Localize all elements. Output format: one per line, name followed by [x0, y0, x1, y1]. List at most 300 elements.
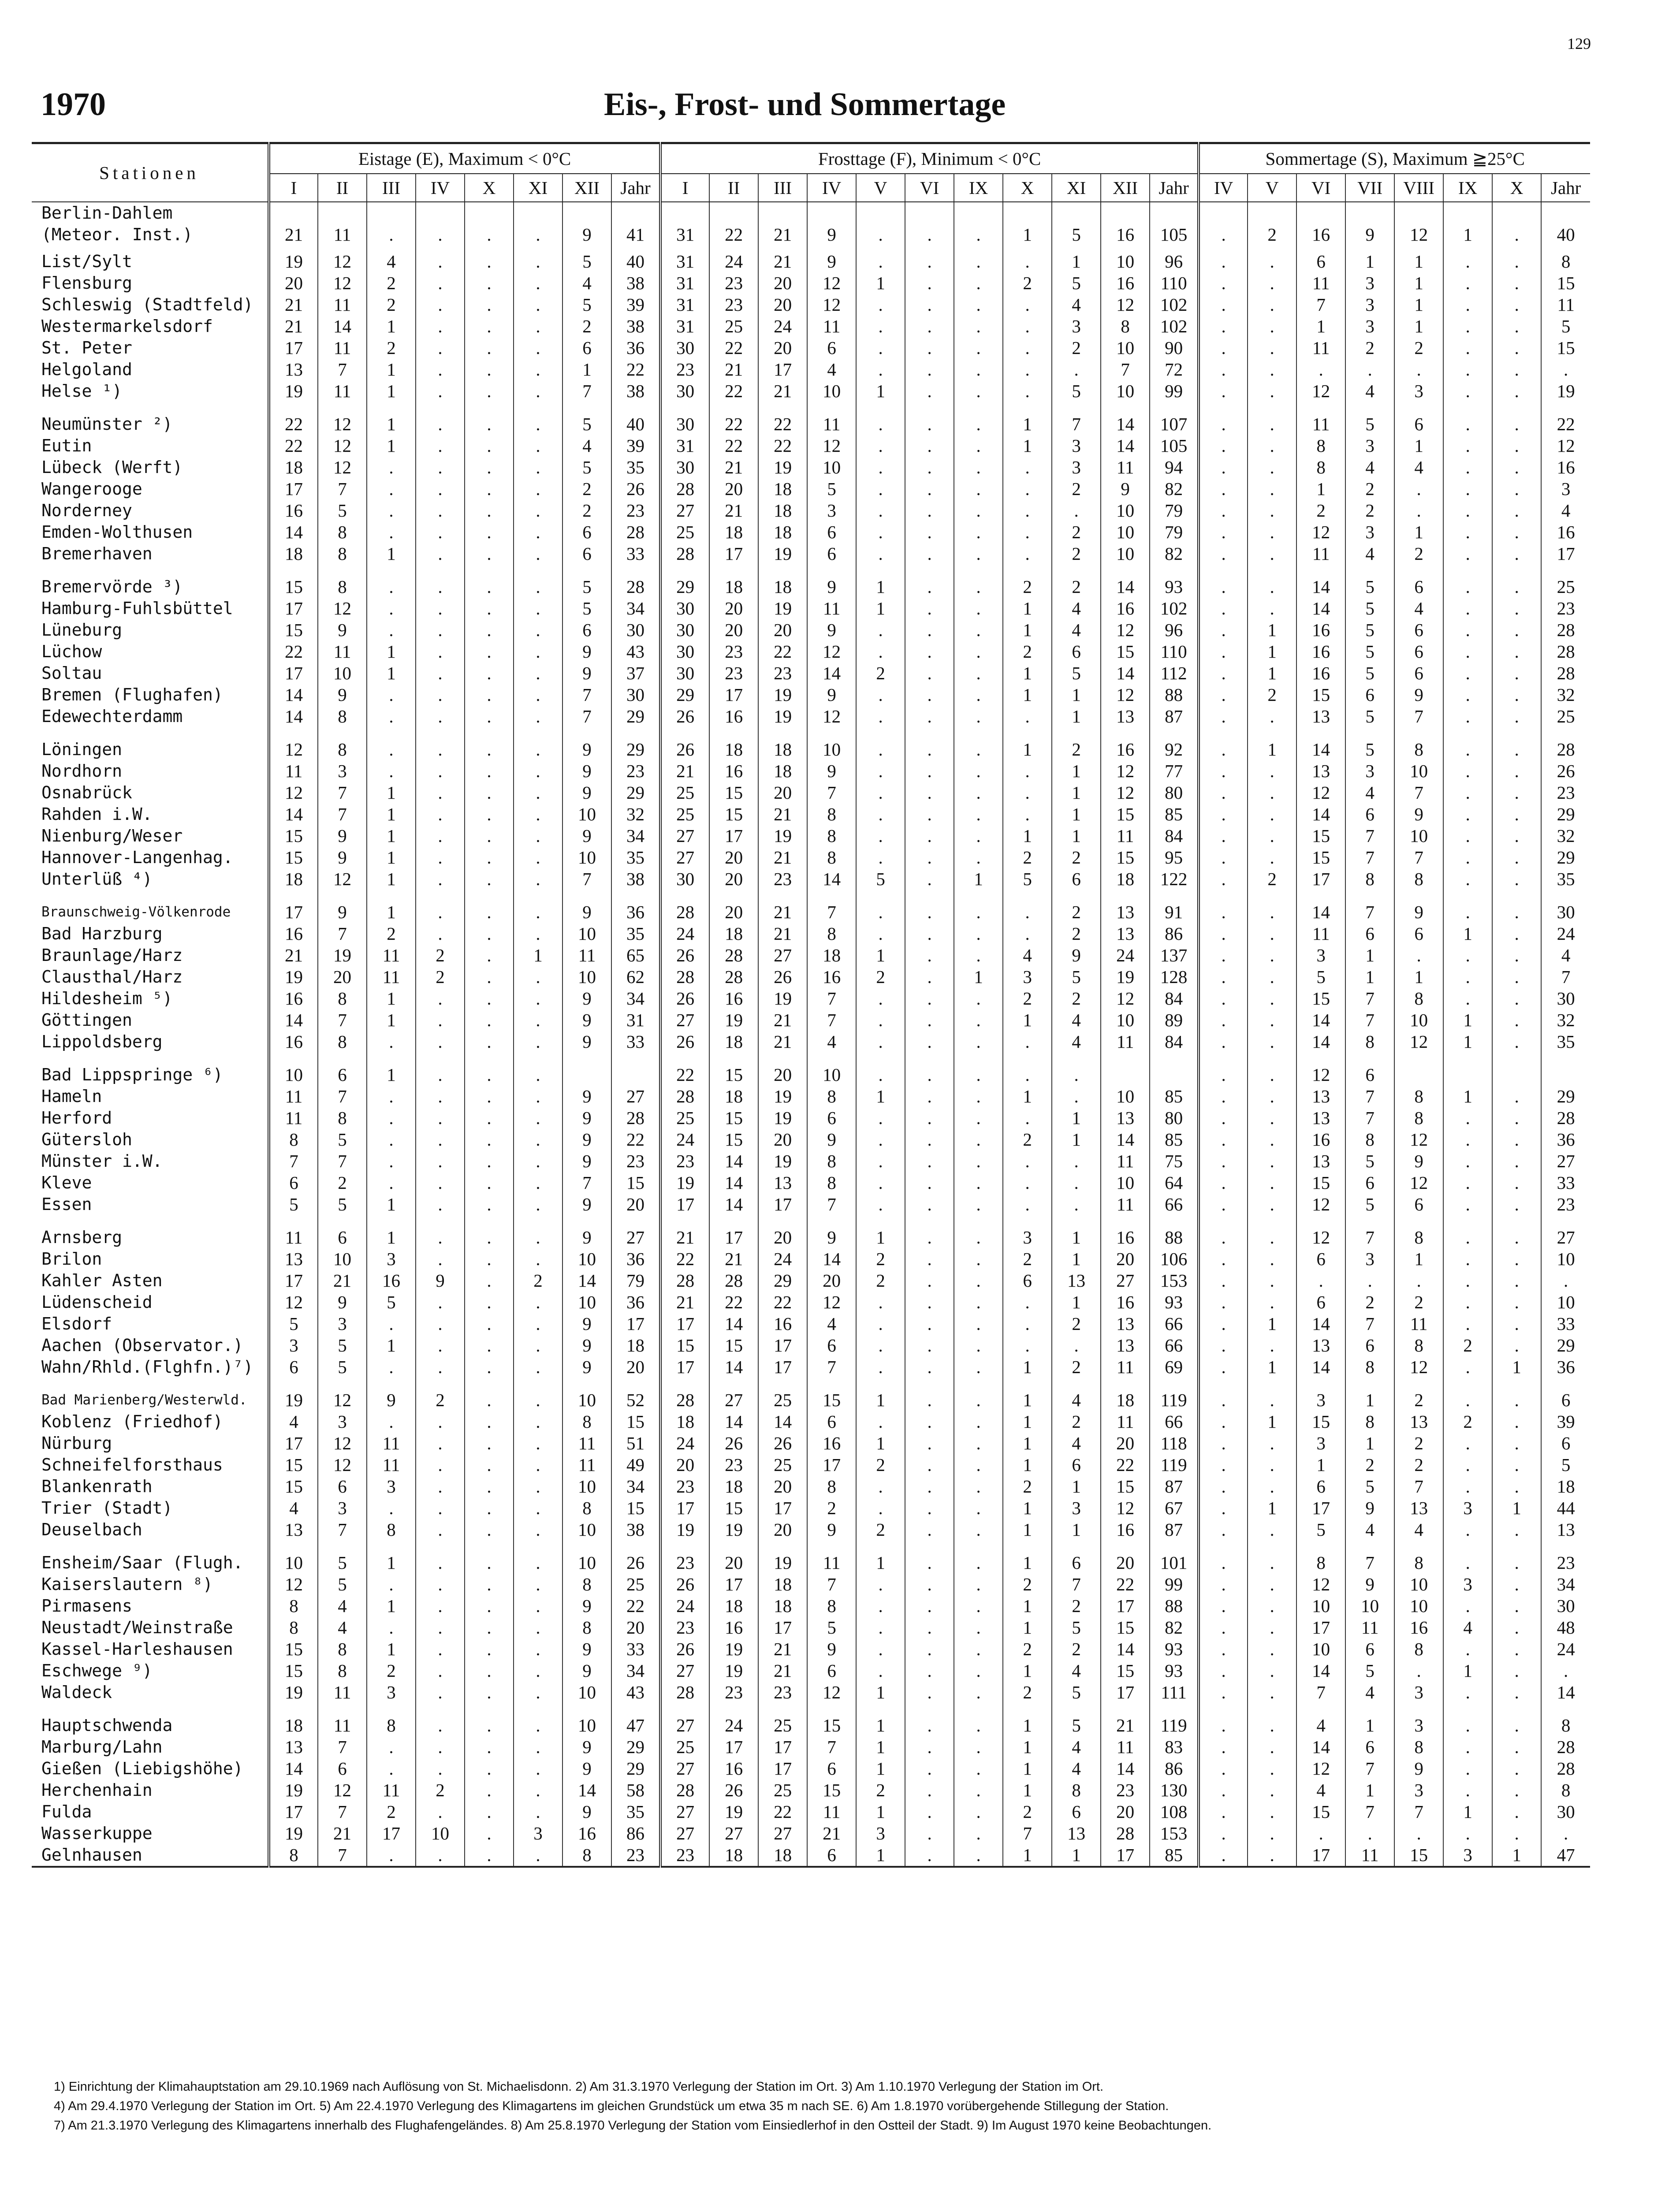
- value-cell: .: [514, 641, 562, 663]
- spacer-cell: [709, 890, 758, 901]
- value-cell: 3: [1345, 1248, 1394, 1270]
- value-cell: 7: [1394, 1476, 1443, 1497]
- value-cell: 7: [807, 1356, 856, 1378]
- value-cell: 15: [269, 825, 318, 847]
- value-cell: .: [367, 1497, 416, 1519]
- spacer-cell: [465, 1053, 514, 1064]
- value-cell: .: [367, 478, 416, 500]
- value-cell: .: [514, 825, 562, 847]
- value-cell: 39: [1541, 1411, 1590, 1433]
- spacer-cell: [1443, 890, 1492, 901]
- value-cell: .: [856, 739, 905, 760]
- value-cell: 1: [514, 945, 562, 966]
- value-cell: .: [1492, 760, 1541, 782]
- value-cell: 4: [1052, 619, 1101, 641]
- value-cell: .: [905, 825, 954, 847]
- value-cell: .: [1199, 1454, 1248, 1476]
- value-cell: .: [905, 435, 954, 457]
- value-cell: 8: [1394, 868, 1443, 890]
- spacer-cell: [1248, 1541, 1296, 1552]
- spacer-cell: [1003, 1053, 1052, 1064]
- value-cell: 12: [807, 294, 856, 316]
- value-cell: 12: [1296, 521, 1345, 543]
- value-cell: .: [367, 739, 416, 760]
- value-cell: 99: [1150, 380, 1199, 402]
- value-cell: 13: [1101, 1107, 1150, 1129]
- value-cell: 5: [1345, 663, 1394, 684]
- value-cell: 82: [1150, 1617, 1199, 1638]
- value-cell: 36: [1541, 1129, 1590, 1150]
- value-cell: 15: [269, 1660, 318, 1682]
- value-cell: .: [905, 1411, 954, 1433]
- value-cell: 10: [1101, 521, 1150, 543]
- value-cell: [269, 202, 318, 224]
- value-cell: 9: [1345, 1574, 1394, 1595]
- table-row: [32, 1476, 1590, 1497]
- value-cell: 1: [1003, 1411, 1052, 1433]
- station-name: Lüneburg: [41, 620, 123, 640]
- value-cell: 13: [1296, 1086, 1345, 1107]
- value-cell: 17: [1101, 1844, 1150, 1867]
- value-cell: .: [1492, 619, 1541, 641]
- value-cell: 1: [1003, 1660, 1052, 1682]
- value-cell: 33: [1541, 1313, 1590, 1335]
- spacer-cell: [856, 565, 905, 576]
- value-cell: 17: [758, 1335, 807, 1356]
- value-cell: 6: [807, 1844, 856, 1867]
- value-cell: .: [416, 901, 465, 923]
- value-cell: 6: [318, 1476, 367, 1497]
- value-cell: 7: [1345, 1107, 1394, 1129]
- value-cell: 15: [1296, 1411, 1345, 1433]
- value-cell: .: [905, 576, 954, 598]
- value-cell: 17: [1101, 1682, 1150, 1703]
- value-cell: 10: [1394, 1009, 1443, 1031]
- value-cell: 27: [660, 1009, 709, 1031]
- value-cell: .: [465, 413, 514, 435]
- value-cell: 108: [1150, 1801, 1199, 1823]
- value-cell: .: [1492, 1031, 1541, 1053]
- value-cell: .: [1248, 1736, 1296, 1758]
- spacer-cell: [1003, 246, 1052, 251]
- value-cell: .: [514, 1194, 562, 1215]
- value-cell: 3: [1394, 1780, 1443, 1801]
- value-cell: .: [905, 1715, 954, 1736]
- value-cell: 9: [562, 641, 611, 663]
- value-cell: 12: [807, 1682, 856, 1703]
- value-cell: 6: [1394, 641, 1443, 663]
- value-cell: .: [416, 923, 465, 945]
- station-name: Herford: [41, 1108, 112, 1128]
- value-cell: .: [416, 251, 465, 272]
- value-cell: .: [905, 500, 954, 521]
- value-cell: 14: [1101, 663, 1150, 684]
- value-cell: .: [416, 521, 465, 543]
- value-cell: 16: [269, 988, 318, 1009]
- value-cell: 5: [1052, 966, 1101, 988]
- value-cell: .: [1199, 1660, 1248, 1682]
- value-cell: 24: [709, 1715, 758, 1736]
- value-cell: 27: [709, 1823, 758, 1844]
- value-cell: 25: [709, 316, 758, 337]
- value-cell: 9: [807, 1129, 856, 1150]
- value-cell: .: [1443, 641, 1492, 663]
- spacer-cell: [32, 565, 269, 576]
- value-cell: 9: [562, 760, 611, 782]
- value-cell: 30: [660, 457, 709, 478]
- value-cell: .: [1492, 316, 1541, 337]
- spacer-cell: [1296, 565, 1345, 576]
- value-cell: 23: [660, 359, 709, 380]
- value-cell: 4: [1052, 1009, 1101, 1031]
- value-cell: 14: [269, 1758, 318, 1780]
- value-cell: .: [367, 1574, 416, 1595]
- value-cell: 1: [1003, 1389, 1052, 1411]
- value-cell: .: [514, 684, 562, 706]
- value-cell: 18: [758, 478, 807, 500]
- value-cell: 11: [1296, 923, 1345, 945]
- value-cell: 14: [269, 1009, 318, 1031]
- spacer-cell: [807, 402, 856, 413]
- value-cell: .: [954, 804, 1003, 825]
- value-cell: 2: [1003, 988, 1052, 1009]
- value-cell: .: [905, 1801, 954, 1823]
- spacer-cell: [1492, 890, 1541, 901]
- value-cell: 1: [1394, 521, 1443, 543]
- value-cell: .: [1199, 1064, 1248, 1086]
- value-cell: .: [1443, 1292, 1492, 1313]
- spacer-cell: [807, 727, 856, 739]
- value-cell: 23: [1541, 782, 1590, 804]
- value-cell: .: [1443, 988, 1492, 1009]
- spacer-cell: [1296, 1053, 1345, 1064]
- value-cell: .: [954, 1617, 1003, 1638]
- value-cell: 7: [807, 988, 856, 1009]
- value-cell: 2: [1052, 739, 1101, 760]
- value-cell: 1: [367, 988, 416, 1009]
- value-cell: .: [905, 1595, 954, 1617]
- value-cell: 9: [1345, 224, 1394, 246]
- station-name: Wasserkuppe: [41, 1824, 153, 1843]
- value-cell: 10: [562, 804, 611, 825]
- value-cell: .: [367, 598, 416, 619]
- value-cell: 1: [367, 641, 416, 663]
- value-cell: .: [1248, 380, 1296, 402]
- value-cell: 17: [269, 1270, 318, 1292]
- value-cell: .: [1199, 1009, 1248, 1031]
- value-cell: .: [416, 1129, 465, 1150]
- value-cell: 95: [1150, 847, 1199, 868]
- value-cell: 28: [660, 1086, 709, 1107]
- table-row: [32, 359, 1590, 380]
- station-name: Gießen (Liebigshöhe): [41, 1759, 243, 1778]
- value-cell: 2: [1345, 1454, 1394, 1476]
- value-cell: .: [416, 1064, 465, 1086]
- value-cell: [1150, 202, 1199, 224]
- value-cell: 1: [1003, 1780, 1052, 1801]
- value-cell: 11: [1296, 272, 1345, 294]
- value-cell: .: [1492, 1086, 1541, 1107]
- value-cell: 11: [1345, 1844, 1394, 1867]
- value-cell: .: [856, 1595, 905, 1617]
- value-cell: 93: [1150, 1292, 1199, 1313]
- value-cell: 7: [318, 1736, 367, 1758]
- value-cell: .: [1443, 316, 1492, 337]
- value-cell: 5: [562, 576, 611, 598]
- climate-table: [32, 142, 1590, 1868]
- value-cell: 8: [807, 847, 856, 868]
- station-name: Bad Marienberg/Westerwld.: [41, 1392, 247, 1408]
- value-cell: 19: [758, 1552, 807, 1574]
- value-cell: 3: [1296, 1389, 1345, 1411]
- value-cell: .: [1394, 1270, 1443, 1292]
- value-cell: 15: [269, 1454, 318, 1476]
- value-cell: 13: [1101, 923, 1150, 945]
- value-cell: 11: [318, 1715, 367, 1736]
- value-cell: .: [465, 294, 514, 316]
- value-cell: .: [1199, 272, 1248, 294]
- value-cell: 12: [318, 1433, 367, 1454]
- value-cell: 14: [1101, 413, 1150, 435]
- value-cell: 20: [660, 1454, 709, 1476]
- value-cell: .: [1003, 1335, 1052, 1356]
- value-cell: .: [514, 1031, 562, 1053]
- spacer-cell: [1492, 1053, 1541, 1064]
- spacer-cell: [367, 1378, 416, 1389]
- value-cell: 22: [1101, 1574, 1150, 1595]
- value-cell: 1: [367, 901, 416, 923]
- value-cell: 34: [1541, 1574, 1590, 1595]
- value-cell: .: [905, 1129, 954, 1150]
- value-cell: 29: [660, 576, 709, 598]
- value-cell: .: [416, 1715, 465, 1736]
- value-cell: 3: [1052, 1497, 1101, 1519]
- value-cell: [660, 202, 709, 224]
- spacer-cell: [1199, 1053, 1248, 1064]
- value-cell: 9: [807, 619, 856, 641]
- value-cell: .: [954, 272, 1003, 294]
- spacer-cell: [32, 1541, 269, 1552]
- value-cell: .: [1248, 1292, 1296, 1313]
- value-cell: 28: [1541, 739, 1590, 760]
- value-cell: 13: [1541, 1519, 1590, 1541]
- value-cell: .: [1492, 1715, 1541, 1736]
- value-cell: 5: [1052, 380, 1101, 402]
- value-cell: 1: [367, 380, 416, 402]
- value-cell: 24: [660, 1129, 709, 1150]
- value-cell: .: [1248, 1552, 1296, 1574]
- value-cell: 5: [562, 413, 611, 435]
- spacer-cell: [709, 565, 758, 576]
- value-cell: 92: [1150, 739, 1199, 760]
- month-header: V: [1248, 174, 1296, 202]
- value-cell: [1345, 202, 1394, 224]
- value-cell: .: [1199, 1497, 1248, 1519]
- value-cell: .: [465, 847, 514, 868]
- value-cell: 14: [807, 663, 856, 684]
- value-cell: .: [1248, 500, 1296, 521]
- value-cell: 8: [562, 1844, 611, 1867]
- value-cell: .: [905, 294, 954, 316]
- value-cell: 1: [1443, 1801, 1492, 1823]
- value-cell: .: [1443, 1638, 1492, 1660]
- value-cell: .: [856, 478, 905, 500]
- value-cell: 16: [807, 1433, 856, 1454]
- value-cell: 9: [562, 1227, 611, 1248]
- value-cell: .: [465, 1758, 514, 1780]
- value-cell: .: [416, 598, 465, 619]
- spacer-cell: [318, 890, 367, 901]
- value-cell: .: [1248, 1107, 1296, 1129]
- value-cell: .: [514, 435, 562, 457]
- value-cell: 26: [758, 1433, 807, 1454]
- station-name: Kaiserslautern ⁸): [41, 1575, 213, 1594]
- spacer-cell: [660, 402, 709, 413]
- value-cell: 1: [367, 359, 416, 380]
- value-cell: .: [416, 359, 465, 380]
- value-cell: .: [1443, 1356, 1492, 1378]
- value-cell: .: [514, 413, 562, 435]
- spacer-cell: [32, 402, 269, 413]
- value-cell: 94: [1150, 457, 1199, 478]
- value-cell: 1: [367, 1552, 416, 1574]
- table-row: [32, 337, 1590, 359]
- value-cell: 17: [660, 1313, 709, 1335]
- value-cell: .: [954, 1433, 1003, 1454]
- value-cell: 14: [1101, 576, 1150, 598]
- value-cell: 13: [1296, 1150, 1345, 1172]
- spacer-cell: [465, 246, 514, 251]
- value-cell: .: [856, 1660, 905, 1682]
- station-name: Emden-Wolthusen: [41, 522, 193, 542]
- value-cell: .: [1248, 598, 1296, 619]
- value-cell: 4: [1345, 782, 1394, 804]
- value-cell: .: [856, 457, 905, 478]
- value-cell: .: [856, 923, 905, 945]
- value-cell: .: [514, 1552, 562, 1574]
- value-cell: 21: [758, 251, 807, 272]
- value-cell: 102: [1150, 316, 1199, 337]
- value-cell: 37: [611, 663, 660, 684]
- value-cell: 16: [709, 760, 758, 782]
- value-cell: 36: [611, 1292, 660, 1313]
- value-cell: 9: [318, 619, 367, 641]
- spacer-cell: [905, 402, 954, 413]
- spacer-cell: [1492, 402, 1541, 413]
- spacer-cell: [562, 565, 611, 576]
- value-cell: 6: [1394, 576, 1443, 598]
- value-cell: .: [1296, 1823, 1345, 1844]
- value-cell: .: [1199, 1682, 1248, 1703]
- value-cell: 2: [1345, 1292, 1394, 1313]
- value-cell: .: [416, 1595, 465, 1617]
- value-cell: 8: [1296, 1552, 1345, 1574]
- value-cell: .: [905, 739, 954, 760]
- value-cell: 38: [611, 380, 660, 402]
- value-cell: 26: [660, 1638, 709, 1660]
- value-cell: 2: [1394, 1292, 1443, 1313]
- value-cell: .: [1199, 224, 1248, 246]
- value-cell: 5: [318, 500, 367, 521]
- value-cell: 18: [758, 1574, 807, 1595]
- value-cell: 20: [709, 619, 758, 641]
- value-cell: .: [1443, 576, 1492, 598]
- value-cell: 14: [1296, 1009, 1345, 1031]
- value-cell: 20: [758, 1227, 807, 1248]
- value-cell: 2: [514, 1270, 562, 1292]
- value-cell: 11: [318, 380, 367, 402]
- value-cell: 2: [1248, 684, 1296, 706]
- value-cell: .: [1199, 1411, 1248, 1433]
- value-cell: 12: [1394, 1172, 1443, 1194]
- value-cell: 19: [709, 1009, 758, 1031]
- value-cell: 1: [1003, 1552, 1052, 1574]
- value-cell: 5: [1345, 1194, 1394, 1215]
- value-cell: .: [1492, 1682, 1541, 1703]
- value-cell: .: [856, 251, 905, 272]
- spacer-cell: [1003, 1541, 1052, 1552]
- value-cell: .: [416, 1172, 465, 1194]
- value-cell: 12: [807, 1292, 856, 1313]
- value-cell: 17: [709, 1227, 758, 1248]
- value-cell: 23: [1541, 1194, 1590, 1215]
- value-cell: 8: [269, 1844, 318, 1867]
- value-cell: .: [1052, 1172, 1101, 1194]
- value-cell: 16: [367, 1270, 416, 1292]
- value-cell: .: [465, 1172, 514, 1194]
- value-cell: .: [514, 543, 562, 565]
- value-cell: 24: [660, 1595, 709, 1617]
- value-cell: .: [465, 1519, 514, 1541]
- value-cell: .: [954, 1086, 1003, 1107]
- month-header: Jahr: [1541, 174, 1590, 202]
- value-cell: .: [1443, 1758, 1492, 1780]
- value-cell: .: [514, 1660, 562, 1682]
- value-cell: .: [416, 272, 465, 294]
- spacer-cell: [709, 727, 758, 739]
- spacer-cell: [32, 890, 269, 901]
- value-cell: 16: [269, 1031, 318, 1053]
- value-cell: .: [465, 739, 514, 760]
- table-row: [32, 663, 1590, 684]
- value-cell: 5: [562, 251, 611, 272]
- value-cell: 1: [856, 1715, 905, 1736]
- value-cell: 1: [1443, 923, 1492, 945]
- value-cell: 2: [416, 1389, 465, 1411]
- value-cell: 13: [269, 1736, 318, 1758]
- spacer-cell: [954, 1215, 1003, 1227]
- value-cell: .: [416, 1682, 465, 1703]
- value-cell: 1: [1248, 663, 1296, 684]
- value-cell: .: [856, 1009, 905, 1031]
- value-cell: 34: [611, 1476, 660, 1497]
- value-cell: 12: [269, 1292, 318, 1313]
- value-cell: .: [1248, 294, 1296, 316]
- value-cell: 1: [1345, 1433, 1394, 1454]
- value-cell: 82: [1150, 478, 1199, 500]
- value-cell: 7: [1394, 1801, 1443, 1823]
- value-cell: 88: [1150, 1595, 1199, 1617]
- value-cell: .: [954, 1801, 1003, 1823]
- table-row: [32, 1356, 1590, 1378]
- spacer-cell: [465, 727, 514, 739]
- value-cell: 88: [1150, 1227, 1199, 1248]
- value-cell: 21: [318, 1823, 367, 1844]
- spacer-cell: [416, 402, 465, 413]
- value-cell: .: [367, 1356, 416, 1378]
- value-cell: .: [514, 598, 562, 619]
- spacer-cell: [611, 1215, 660, 1227]
